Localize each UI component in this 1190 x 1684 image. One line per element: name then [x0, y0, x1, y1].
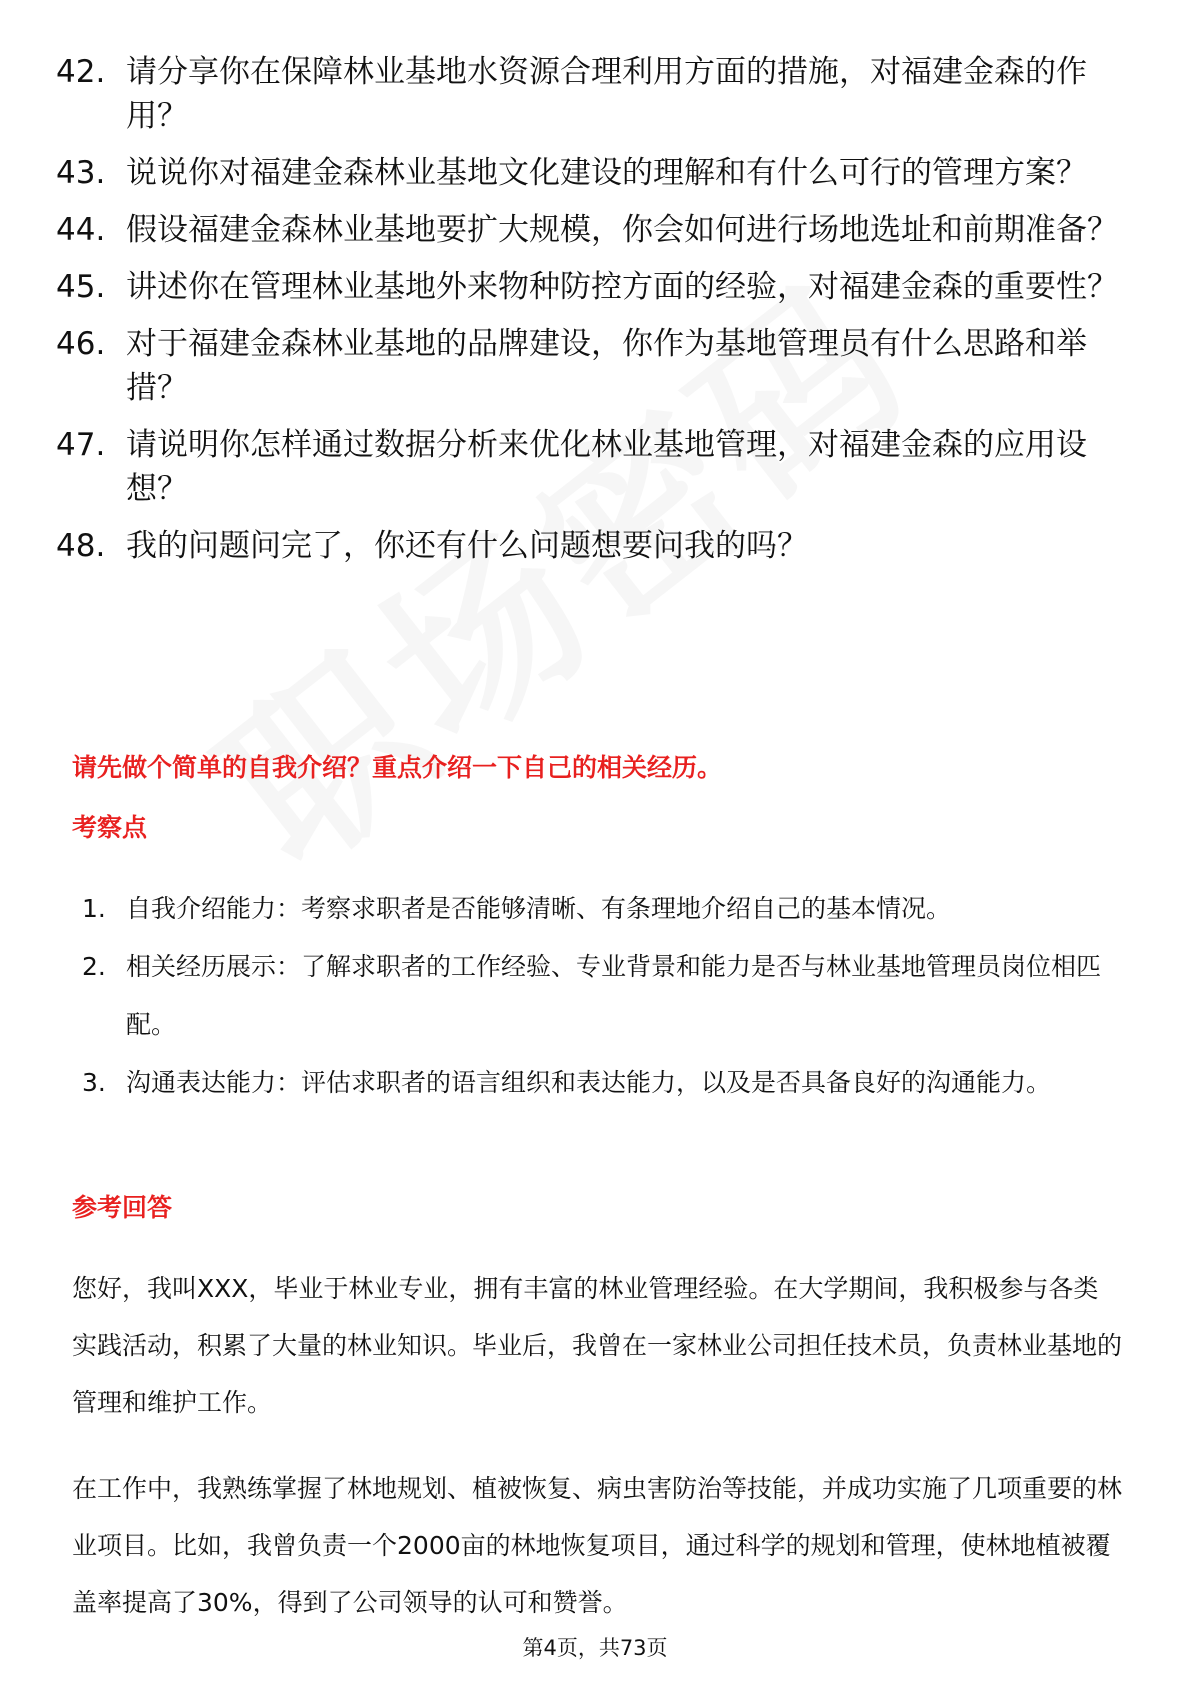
question-text: 假设福建金森林业基地要扩大规模，你会如何进行场地选址和前期准备？: [126, 212, 1118, 248]
point-number: 2.: [82, 952, 106, 981]
point-text: 相关经历展示：了解求职者的工作经验、专业背景和能力是否与林业基地管理员岗位相匹配。: [126, 952, 1102, 1039]
question-text: 讲述你在管理林业基地外来物种防控方面的经验，对福建金森的重要性？: [126, 269, 1118, 305]
highlight-question: 请先做个简单的自我介绍？重点介绍一下自己的相关经历。: [72, 753, 723, 782]
section-title-answer: 参考回答: [72, 1193, 173, 1222]
question-number: 43.: [56, 155, 106, 191]
question-number: 47.: [56, 427, 106, 463]
question-text: 请分享你在保障林业基地水资源合理利用方面的措施，对福建金森的作用？: [126, 54, 1087, 134]
question-text: 我的问题问完了，你还有什么问题想要问我的吗？: [126, 528, 808, 564]
question-number: 48.: [56, 528, 106, 564]
question-number: 44.: [56, 212, 106, 248]
question-number: 45.: [56, 269, 106, 305]
question-item: [56, 423, 1126, 511]
page-footer: 第4页，共73页: [522, 1636, 668, 1660]
question-item: [56, 151, 1126, 195]
point-text: 自我介绍能力：考察求职者是否能够清晰、有条理地介绍自己的基本情况。: [126, 894, 952, 923]
section-title-points: 考察点: [72, 813, 148, 842]
question-number: 46.: [56, 326, 106, 362]
question-item: [56, 265, 1126, 309]
point-item: [82, 880, 1122, 938]
answer-paragraph: 您好，我叫XXX，毕业于林业专业，拥有丰富的林业管理经验。在大学期间，我积极参与各类实践活动，积累了大量的林业知识。毕业后，我曾在一家林业公司担任技术员，负责林业基地的管理和维护工作。: [72, 1274, 1123, 1417]
point-text: 沟通表达能力：评估求职者的语言组织和表达能力，以及是否具备良好的沟通能力。: [126, 1068, 1052, 1097]
question-item: [56, 208, 1126, 252]
question-item: [56, 322, 1126, 410]
points-list: [82, 880, 1122, 1112]
point-number: 1.: [82, 894, 106, 923]
question-text: 对于福建金森林业基地的品牌建设，你作为基地管理员有什么思路和举措？: [126, 326, 1087, 406]
question-list: [56, 50, 1126, 581]
question-item: [56, 50, 1126, 138]
point-item: [82, 938, 1122, 1054]
question-text: 说说你对福建金森林业基地文化建设的理解和有什么可行的管理方案？: [126, 155, 1087, 191]
answer-paragraph: 在工作中，我熟练掌握了林地规划、植被恢复、病虫害防治等技能，并成功实施了几项重要的林业项目。比如，我曾负责一个2000亩的林地恢复项目，通过科学的规划和管理，使林地植被覆盖率提高了30%，得到了公司领导的认可和赞誉。: [72, 1474, 1123, 1617]
question-item: [56, 524, 1126, 568]
point-number: 3.: [82, 1068, 106, 1097]
question-text: 请说明你怎样通过数据分析来优化林业基地管理，对福建金森的应用设想？: [126, 427, 1087, 507]
question-number: 42.: [56, 54, 106, 90]
point-item: [82, 1054, 1122, 1112]
